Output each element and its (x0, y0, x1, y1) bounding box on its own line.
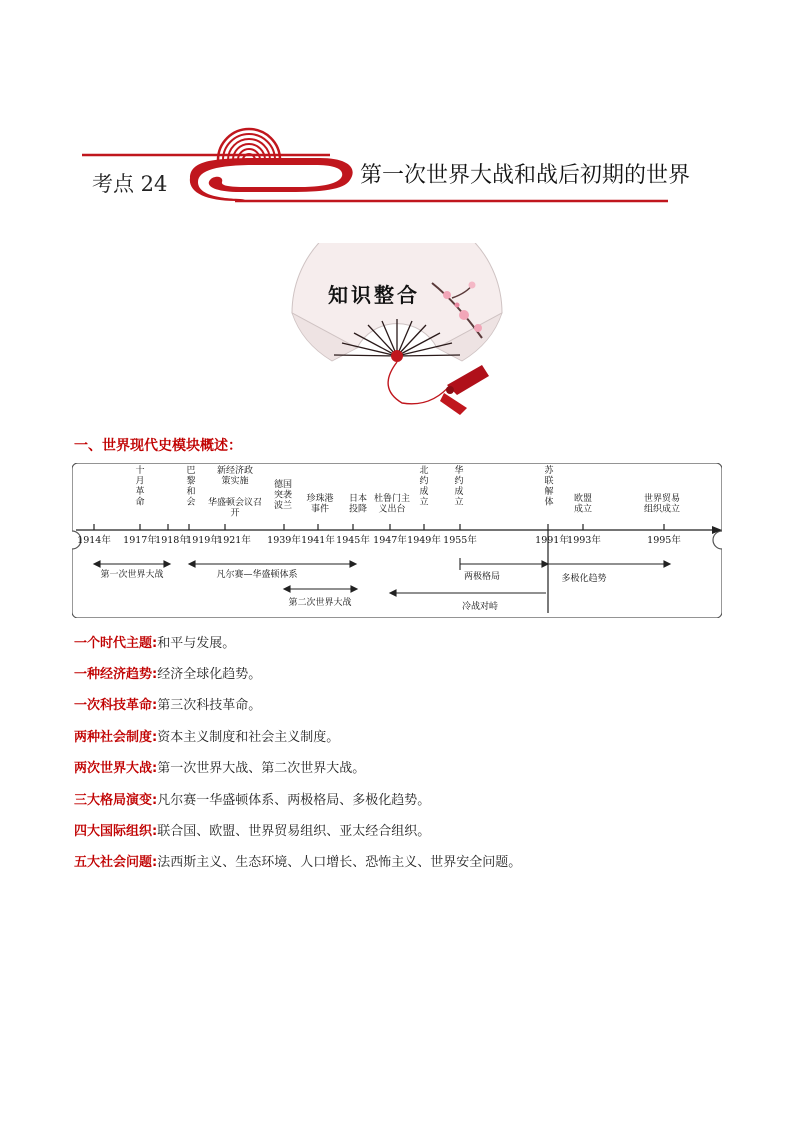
period-label: 第二次世界大战 (288, 598, 352, 608)
year-label: 1949年 (407, 535, 441, 546)
year-label: 1917年 (123, 535, 157, 546)
summary-text: 资本主义制度和社会主义制度。 (157, 730, 340, 745)
summary-text: 经济全球化趋势。 (157, 667, 262, 682)
summary-label: 一种经济趋势: (74, 667, 158, 682)
event-label: 华约成立 (454, 466, 464, 508)
period-label: 多极化趋势 (561, 574, 607, 584)
event-label: 北约成立 (419, 466, 429, 508)
period-label: 第一次世界大战 (100, 570, 164, 580)
summary-item (74, 726, 339, 745)
timeline-svg (72, 463, 722, 618)
folding-fan-plum-blossom-icon (282, 243, 512, 418)
year-label: 1945年 (336, 535, 370, 546)
page-title: 第一次世界大战和战后初期的世界 (360, 163, 691, 188)
event-label: 珍珠港事件 (306, 494, 334, 515)
summary-label: 三大格局演变: (74, 793, 158, 808)
event-label: 华盛顿会议召开 (207, 498, 263, 519)
summary-item (74, 820, 430, 839)
summary-item (74, 694, 261, 713)
event-label: 苏联解体 (544, 466, 554, 508)
year-label: 1919年 (186, 535, 220, 546)
year-label: 1947年 (373, 535, 407, 546)
year-label: 1914年 (77, 535, 111, 546)
fan-ornament (282, 243, 512, 418)
summary-text: 第三次科技革命。 (157, 698, 262, 713)
summary-item (74, 632, 235, 651)
event-label: 日本投降 (348, 494, 368, 515)
summary-label: 两次世界大战: (74, 761, 158, 776)
year-label: 1993年 (567, 535, 601, 546)
summary-label: 五大社会问题: (74, 855, 158, 870)
year-label: 1939年 (267, 535, 301, 546)
summary-item (74, 663, 261, 682)
event-label: 德国突袭波兰 (273, 480, 293, 511)
year-label: 1921年 (217, 535, 251, 546)
summary-label: 四大国际组织: (74, 824, 158, 839)
summary-item (74, 789, 430, 808)
event-label: 十月革命 (135, 466, 145, 508)
year-label: 1941年 (301, 535, 335, 546)
summary-text: 第一次世界大战、第二次世界大战。 (157, 761, 366, 776)
event-label: 新经济政策实施 (216, 466, 254, 487)
event-label: 杜鲁门主义出台 (373, 494, 411, 515)
summary-label: 一次科技革命: (74, 698, 158, 713)
year-label: 1918年 (155, 535, 189, 546)
summary-text: 凡尔赛一华盛顿体系、两极格局、多极化趋势。 (157, 793, 431, 808)
summary-text: 和平与发展。 (157, 636, 236, 651)
summary-item (74, 757, 365, 776)
year-label: 1995年 (647, 535, 681, 546)
year-label: 1991年 (535, 535, 569, 546)
summary-label: 一个时代主题: (74, 636, 158, 651)
period-label: 冷战对峙 (461, 602, 499, 612)
fan-title: 知识整合 (328, 283, 420, 307)
period-label: 两极格局 (463, 572, 501, 582)
summary-item (74, 851, 521, 870)
summary-label: 两种社会制度: (74, 730, 158, 745)
history-timeline (72, 463, 722, 618)
summary-text: 法西斯主义、生态环境、人口增长、恐怖主义、世界安全问题。 (157, 855, 522, 870)
summary-text: 联合国、欧盟、世界贸易组织、亚太经合组织。 (157, 824, 431, 839)
event-label: 欧盟成立 (573, 494, 593, 515)
event-label: 世界贸易组织成立 (643, 494, 681, 515)
section-heading: 一、世界现代史模块概述： (74, 438, 242, 454)
title-banner (0, 0, 794, 215)
year-label: 1955年 (443, 535, 477, 546)
exam-point-label: 考点 24 (92, 172, 168, 196)
period-label: 凡尔赛—华盛顿体系 (216, 570, 298, 580)
event-label: 巴黎和会 (186, 466, 196, 508)
